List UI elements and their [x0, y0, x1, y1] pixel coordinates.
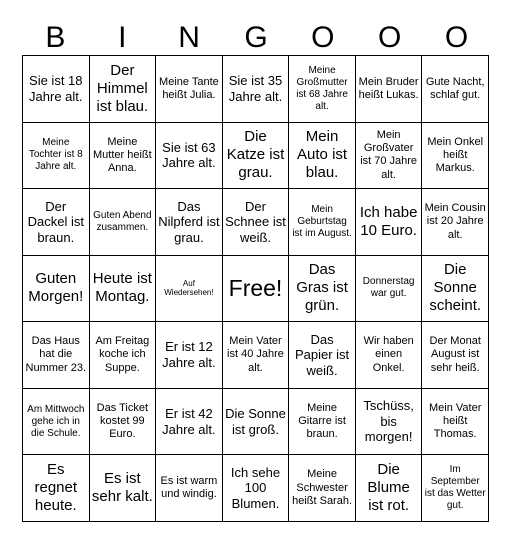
bingo-cell[interactable]: Im September ist das Wetter gut.	[422, 455, 489, 522]
bingo-cell[interactable]: Ich sehe 100 Blumen.	[223, 455, 290, 522]
bingo-header	[22, 18, 490, 58]
bingo-cell[interactable]: Meine Schwester heißt Sarah.	[289, 455, 356, 522]
bingo-cell[interactable]: Meine Mutter heißt Anna.	[90, 123, 157, 190]
bingo-cell[interactable]: Mein Auto ist blau.	[289, 123, 356, 190]
bingo-cell[interactable]: Der Schnee ist weiß.	[223, 189, 290, 256]
bingo-cell[interactable]: Guten Morgen!	[23, 256, 90, 323]
bingo-cell[interactable]: Mein Cousin ist 20 Jahre alt.	[422, 189, 489, 256]
bingo-cell[interactable]: Der Monat August ist sehr heiß.	[422, 322, 489, 389]
bingo-cell[interactable]: Heute ist Montag.	[90, 256, 157, 323]
bingo-cell[interactable]: Sie ist 35 Jahre alt.	[223, 56, 290, 123]
bingo-cell[interactable]: Die Sonne scheint.	[422, 256, 489, 323]
bingo-cell[interactable]: Tschüss, bis morgen!	[356, 389, 423, 456]
bingo-cell[interactable]: Die Sonne ist groß.	[223, 389, 290, 456]
header-letter-o-1: O	[311, 21, 335, 54]
bingo-card-grid	[22, 55, 489, 522]
bingo-cell[interactable]: Es ist warm und windig.	[156, 455, 223, 522]
bingo-cell[interactable]: Es ist sehr kalt.	[90, 455, 157, 522]
header-letter-n: N	[178, 21, 200, 54]
bingo-cell[interactable]: Die Blume ist rot.	[356, 455, 423, 522]
bingo-cell[interactable]: Guten Abend zusammen.	[90, 189, 157, 256]
bingo-cell[interactable]: Meine Großmutter ist 68 Jahre alt.	[289, 56, 356, 123]
bingo-cell[interactable]: Ich habe 10 Euro.	[356, 189, 423, 256]
bingo-cell[interactable]: Meine Tante heißt Julia.	[156, 56, 223, 123]
header-letter-i: I	[118, 21, 127, 54]
bingo-cell[interactable]: Mein Bruder heißt Lukas.	[356, 56, 423, 123]
bingo-cell[interactable]: Mein Vater ist 40 Jahre alt.	[223, 322, 290, 389]
bingo-cell[interactable]: Das Gras ist grün.	[289, 256, 356, 323]
bingo-cell[interactable]: Er ist 42 Jahre alt.	[156, 389, 223, 456]
bingo-cell[interactable]: Donnerstag war gut.	[356, 256, 423, 323]
free-space-cell[interactable]: Free!	[223, 256, 290, 323]
bingo-cell[interactable]: Meine Tochter ist 8 Jahre alt.	[23, 123, 90, 190]
header-letter-b: B	[45, 21, 66, 54]
header-letter-g: G	[244, 21, 268, 54]
bingo-cell[interactable]: Wir haben einen Onkel.	[356, 322, 423, 389]
bingo-cell[interactable]: Er ist 12 Jahre alt.	[156, 322, 223, 389]
bingo-cell[interactable]: Am Mittwoch gehe ich in die Schule.	[23, 389, 90, 456]
bingo-cell[interactable]: Mein Onkel heißt Markus.	[422, 123, 489, 190]
bingo-cell[interactable]: Der Dackel ist braun.	[23, 189, 90, 256]
bingo-cell[interactable]: Mein Vater heißt Thomas.	[422, 389, 489, 456]
bingo-cell[interactable]: Mein Geburtstag ist im August.	[289, 189, 356, 256]
header-letter-o-3: O	[444, 21, 469, 54]
bingo-cell[interactable]: Das Ticket kostet 99 Euro.	[90, 389, 157, 456]
bingo-cell[interactable]: Sie ist 18 Jahre alt.	[23, 56, 90, 123]
bingo-cell[interactable]: Gute Nacht, schlaf gut.	[422, 56, 489, 123]
bingo-cell[interactable]: Am Freitag koche ich Suppe.	[90, 322, 157, 389]
bingo-cell[interactable]: Mein Großvater ist 70 Jahre alt.	[356, 123, 423, 190]
bingo-cell[interactable]: Auf Wiedersehen!	[156, 256, 223, 323]
bingo-cell[interactable]: Das Papier ist weiß.	[289, 322, 356, 389]
header-letter-o-2: O	[378, 21, 402, 54]
bingo-cell[interactable]: Die Katze ist grau.	[223, 123, 290, 190]
bingo-cell[interactable]: Das Haus hat die Nummer 23.	[23, 322, 90, 389]
bingo-cell[interactable]: Sie ist 63 Jahre alt.	[156, 123, 223, 190]
bingo-cell[interactable]: Es regnet heute.	[23, 455, 90, 522]
bingo-cell[interactable]: Der Himmel ist blau.	[90, 56, 157, 123]
bingo-cell[interactable]: Meine Gitarre ist braun.	[289, 389, 356, 456]
bingo-cell[interactable]: Das Nilpferd ist grau.	[156, 189, 223, 256]
